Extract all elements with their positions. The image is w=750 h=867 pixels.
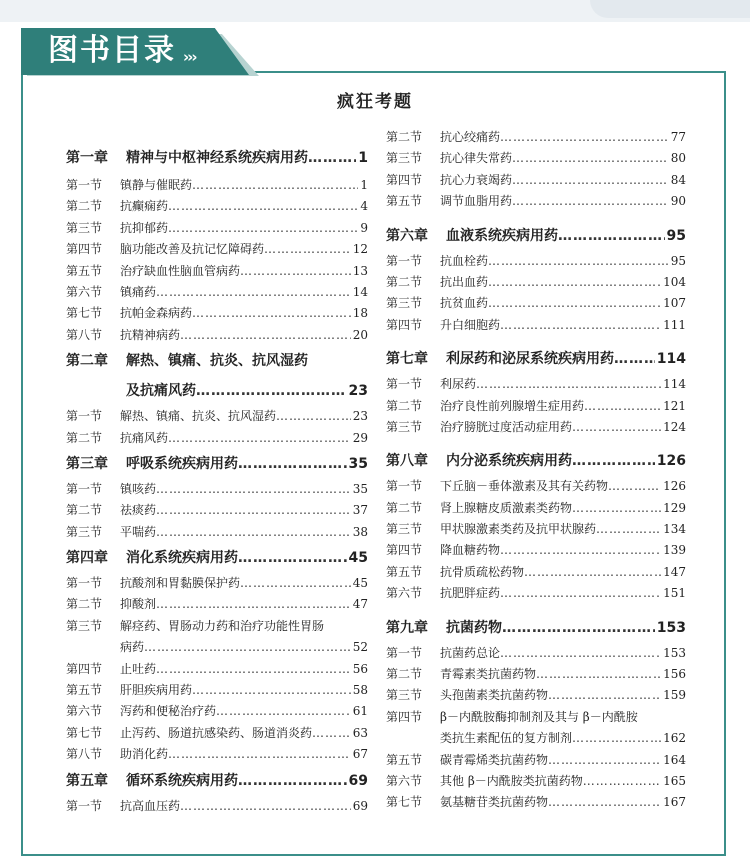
section-number: 第一节 — [66, 798, 103, 813]
section-number: 第五节 — [386, 564, 423, 579]
section-number: 第二节 — [386, 274, 423, 289]
toc-section-row[interactable] — [386, 707, 686, 728]
section-title: 解热、镇痛、抗炎、抗风湿药 — [120, 409, 277, 424]
section-number: 第三节 — [386, 296, 423, 311]
section-title: 抗肥胖症药 — [440, 586, 501, 601]
dot-leader — [156, 659, 351, 680]
dot-leader — [500, 643, 661, 664]
page-number: 23 — [348, 383, 368, 400]
section-number: 第六节 — [66, 704, 103, 719]
section-title: 头孢菌素类抗菌药物 — [440, 688, 549, 703]
toc-section-row[interactable] — [386, 127, 686, 148]
section-title: 抗精神病药 — [120, 327, 181, 342]
toc-chapter-row[interactable] — [386, 446, 686, 476]
section-number: 第四节 — [66, 242, 103, 257]
toc-section-row-continued[interactable] — [66, 637, 368, 658]
page-number: 23 — [352, 409, 368, 424]
page-number: 14 — [352, 284, 368, 299]
toc-section-row[interactable] — [66, 573, 368, 594]
section-title: 抗心绞痛药 — [440, 130, 501, 144]
section-number: 第七节 — [66, 306, 103, 321]
toc-left-column — [66, 141, 368, 817]
dot-leader — [572, 417, 661, 438]
section-number: 第三节 — [386, 419, 423, 434]
section-number: 第七节 — [386, 795, 423, 810]
toc-section-row[interactable] — [66, 796, 368, 817]
dot-leader — [156, 594, 351, 615]
page-number: 12 — [352, 242, 368, 257]
page-number: 45 — [348, 550, 368, 567]
dot-leader — [584, 396, 661, 417]
chapter-title: 解热、镇痛、抗炎、抗风湿药 — [126, 353, 308, 370]
section-title: 抗贫血药 — [440, 296, 489, 311]
dot-leader — [548, 750, 661, 771]
section-title: 治疗缺血性脑血管病药 — [120, 263, 241, 278]
dot-leader — [156, 479, 351, 500]
section-number: 第三节 — [386, 688, 423, 703]
dot-leader — [500, 127, 669, 148]
toc-section-row[interactable] — [386, 664, 686, 685]
section-title: 平喘药 — [120, 524, 157, 539]
section-title: 抗出血药 — [440, 274, 489, 289]
section-number: 第六节 — [386, 773, 423, 788]
toc-section-row[interactable] — [66, 196, 368, 217]
dot-leader — [312, 723, 351, 744]
page-number: 1 — [360, 178, 368, 192]
section-title: 泻药和便秘治疗药 — [120, 704, 217, 719]
toc-section-row[interactable] — [66, 325, 368, 346]
page-number: 153 — [656, 619, 686, 636]
dot-leader — [572, 446, 655, 476]
toc-chapter-row[interactable] — [66, 766, 368, 796]
toc-section-row[interactable] — [66, 282, 368, 303]
section-title: 镇咳药 — [120, 481, 157, 496]
section-title: 氨基糖苷类抗菌药物 — [440, 795, 549, 810]
page-number: 107 — [663, 296, 686, 311]
dot-leader — [240, 573, 351, 594]
page-number: 52 — [352, 640, 368, 655]
page-number: 111 — [663, 317, 686, 332]
section-title: 抗心力衰竭药 — [440, 172, 513, 187]
toc-section-row[interactable] — [66, 303, 368, 324]
section-title: 治疗良性前列腺增生症用药 — [440, 398, 585, 413]
section-title: 止泻药、肠道抗感染药、肠道消炎药 — [120, 725, 313, 740]
section-title: 镇静与催眠药 — [120, 178, 193, 192]
section-title: 其他 β－内酰胺类抗菌药物 — [440, 773, 583, 788]
section-number: 第三节 — [386, 522, 423, 537]
dot-leader — [512, 148, 669, 169]
section-number: 第四节 — [386, 709, 423, 724]
section-title: 碳青霉烯类抗菌药物 — [440, 752, 549, 767]
toc-chapter-row-continued[interactable] — [66, 376, 368, 406]
dot-leader — [264, 239, 351, 260]
section-number: 第四节 — [386, 317, 423, 332]
section-number: 第四节 — [66, 661, 103, 676]
toc-section-row[interactable] — [66, 594, 368, 615]
dot-leader — [156, 522, 351, 543]
section-title: 青霉素类抗菌药物 — [440, 667, 537, 682]
toc-section-row[interactable] — [66, 239, 368, 260]
section-number: 第二节 — [386, 667, 423, 682]
section-number: 第八节 — [66, 747, 103, 762]
dot-leader — [583, 771, 661, 792]
dot-leader — [500, 583, 661, 604]
page-number: 37 — [352, 503, 368, 518]
section-number: 第五节 — [66, 263, 103, 278]
toc-section-row[interactable] — [386, 540, 686, 561]
section-title: 抗高血压药 — [120, 798, 181, 813]
toc-section-row[interactable] — [66, 659, 368, 680]
toc-section-row[interactable] — [386, 685, 686, 706]
toc-section-row[interactable] — [66, 522, 368, 543]
section-title: 抑酸剂 — [120, 597, 157, 612]
section-title: 抗帕金森病药 — [120, 306, 193, 321]
dot-leader — [512, 170, 669, 191]
dot-leader — [500, 540, 661, 561]
toc-chapter-row[interactable] — [386, 221, 686, 251]
page-number: 162 — [663, 731, 686, 746]
toc-chapter-row[interactable] — [386, 344, 686, 374]
dot-leader — [144, 637, 351, 658]
top-decoration — [590, 0, 750, 18]
page-number: 20 — [352, 327, 368, 342]
section-title: 抗血栓药 — [440, 253, 489, 268]
chapter-title: 利尿药和泌尿系统疾病用药 — [446, 351, 614, 368]
chapter-number: 第三章 — [66, 455, 108, 472]
section-number: 第一节 — [386, 253, 423, 268]
section-number: 第二节 — [66, 199, 103, 214]
section-title: 抗痛风药 — [120, 430, 169, 445]
page-number: 84 — [670, 172, 686, 187]
toc-section-row[interactable] — [66, 723, 368, 744]
toc-right-column — [386, 127, 686, 814]
chapter-number: 第六章 — [386, 227, 428, 244]
section-number: 第二节 — [66, 503, 103, 518]
dot-leader — [308, 141, 356, 175]
toc-section-row[interactable] — [66, 616, 368, 637]
page-number: 121 — [663, 398, 686, 413]
dot-leader — [192, 680, 351, 701]
page-number: 35 — [348, 455, 368, 472]
page-number: 90 — [670, 194, 686, 209]
page-number: 151 — [663, 586, 686, 601]
section-title: 下丘脑－垂体激素及其有关药物 — [440, 479, 609, 494]
page-number: 1 — [358, 150, 368, 166]
section-number: 第二节 — [66, 430, 103, 445]
toc-section-row[interactable] — [66, 744, 368, 765]
chapter-title: 内分泌系统疾病用药 — [446, 453, 572, 470]
section-title: 抗酸剂和胃黏膜保护药 — [120, 576, 241, 591]
section-title: 利尿药 — [440, 377, 477, 392]
dot-leader — [548, 685, 661, 706]
page-number: 153 — [663, 645, 686, 660]
page-number: 167 — [663, 795, 686, 810]
toc-section-row[interactable] — [66, 218, 368, 239]
page-number: 147 — [663, 564, 686, 579]
section-title: 解痉药、胃肠动力药和治疗功能性胃肠 — [120, 618, 325, 633]
toc-chapter-row[interactable] — [66, 346, 368, 376]
dot-leader — [502, 613, 655, 643]
page-number: 4 — [360, 199, 368, 214]
chapter-title: 消化系统疾病用药 — [126, 550, 238, 567]
section-number: 第六节 — [386, 586, 423, 601]
toc-section-row[interactable] — [386, 251, 686, 272]
section-number: 第一节 — [66, 481, 103, 496]
section-number: 第五节 — [66, 683, 103, 698]
dot-leader — [488, 293, 661, 314]
dot-leader — [180, 796, 351, 817]
section-number: 第一节 — [66, 576, 103, 591]
section-title: 镇痛药 — [120, 284, 157, 299]
toc-chapter-row[interactable] — [66, 543, 368, 573]
section-number: 第二节 — [386, 398, 423, 413]
section-title: 治疗膀胱过度活动症用药 — [440, 419, 573, 434]
toc-section-row[interactable] — [66, 701, 368, 722]
dot-leader — [168, 744, 351, 765]
dot-leader — [196, 376, 347, 406]
toc-section-row[interactable] — [66, 500, 368, 521]
page-number: 134 — [663, 522, 686, 537]
toc-section-row[interactable] — [386, 792, 686, 813]
page-number: 156 — [663, 667, 686, 682]
toc-section-row[interactable] — [386, 643, 686, 664]
toc-section-row[interactable] — [66, 406, 368, 427]
toc-section-row[interactable] — [386, 519, 686, 540]
section-number: 第二节 — [66, 597, 103, 612]
section-title: 抗菌药总论 — [440, 645, 501, 660]
toc-section-row[interactable] — [386, 498, 686, 519]
dot-leader — [156, 282, 351, 303]
section-number: 第二节 — [386, 500, 423, 515]
dot-leader — [156, 500, 351, 521]
toc-section-row[interactable] — [386, 293, 686, 314]
toc-section-row[interactable] — [66, 680, 368, 701]
chapter-title-line2: 及抗痛风药 — [126, 383, 196, 400]
section-title: 降血糖药物 — [440, 543, 501, 558]
toc-chapter-row[interactable] — [66, 141, 368, 175]
dot-leader — [240, 261, 351, 282]
dot-leader — [548, 792, 661, 813]
toc-section-row[interactable] — [386, 272, 686, 293]
dot-leader — [524, 562, 661, 583]
toc-section-row[interactable] — [386, 562, 686, 583]
dot-leader — [216, 701, 351, 722]
section-title: 调节血脂用药 — [440, 194, 513, 209]
page-number: 45 — [352, 576, 368, 591]
chapter-number: 第九章 — [386, 619, 428, 636]
chapter-title: 呼吸系统疾病用药 — [126, 455, 238, 472]
dot-leader — [614, 344, 655, 374]
section-number: 第五节 — [386, 752, 423, 767]
section-number: 第七节 — [66, 725, 103, 740]
toc-section-row[interactable] — [66, 479, 368, 500]
dot-leader — [238, 543, 347, 573]
toc-section-row[interactable] — [386, 191, 686, 212]
section-title: 升白细胞药 — [440, 317, 501, 332]
section-title: 抗骨质疏松药物 — [440, 564, 525, 579]
banner-title: 图书目录 — [48, 33, 176, 68]
page-number: 67 — [352, 747, 368, 762]
section-number: 第八节 — [66, 327, 103, 342]
dot-leader — [500, 315, 661, 336]
section-title: 抗癫痫药 — [120, 199, 169, 214]
page-number: 35 — [352, 481, 368, 496]
chapter-number: 第一章 — [66, 150, 108, 166]
section-title: β－内酰胺酶抑制剂及其与 β－内酰胺 — [440, 709, 638, 724]
page-number: 114 — [663, 377, 686, 392]
section-number: 第三节 — [66, 220, 103, 235]
toc-section-row-continued[interactable] — [386, 728, 686, 749]
section-number: 第一节 — [386, 377, 423, 392]
page-number: 126 — [656, 453, 686, 470]
toc-section-row[interactable] — [386, 476, 686, 497]
dot-leader — [476, 374, 661, 395]
dot-leader — [276, 406, 351, 427]
chapter-title: 精神与中枢神经系统疾病用药 — [126, 150, 308, 166]
section-number: 第一节 — [66, 409, 103, 424]
dot-leader — [572, 498, 661, 519]
section-title: 肝胆疾病用药 — [120, 683, 193, 698]
toc-section-row[interactable] — [386, 315, 686, 336]
page-number: 77 — [670, 130, 686, 144]
section-title-line2: 类抗生素配伍的复方制剂 — [440, 731, 573, 746]
section-title: 脑功能改善及抗记忆障碍药 — [120, 242, 265, 257]
dot-leader — [572, 728, 661, 749]
page-number: 126 — [663, 479, 686, 494]
section-number: 第四节 — [386, 172, 423, 187]
section-title: 抗抑郁药 — [120, 220, 169, 235]
page-number: 114 — [656, 351, 686, 368]
page-number: 124 — [663, 419, 686, 434]
page-number: 38 — [352, 524, 368, 539]
top-background-strip — [0, 0, 750, 22]
toc-section-row[interactable] — [66, 175, 368, 196]
section-number: 第五节 — [386, 194, 423, 209]
page-number: 95 — [670, 253, 686, 268]
page-number: 69 — [348, 772, 368, 789]
page-number: 139 — [663, 543, 686, 558]
dot-leader — [238, 766, 347, 796]
toc-section-row[interactable] — [386, 170, 686, 191]
toc-section-row[interactable] — [66, 261, 368, 282]
section-number: 第一节 — [386, 645, 423, 660]
page-number: 69 — [352, 798, 368, 813]
book-title: 疯狂考题 — [337, 92, 413, 112]
toc-section-row[interactable] — [386, 750, 686, 771]
dot-leader — [596, 519, 661, 540]
section-title-line2: 病药 — [120, 640, 145, 655]
chapter-number: 第七章 — [386, 351, 428, 368]
toc-section-row[interactable] — [386, 396, 686, 417]
section-title: 止吐药 — [120, 661, 157, 676]
chapter-title: 血液系统疾病用药 — [446, 227, 558, 244]
section-title: 抗心律失常药 — [440, 151, 513, 166]
dot-leader — [168, 428, 351, 449]
dot-leader — [192, 175, 358, 196]
section-number: 第三节 — [66, 618, 103, 633]
section-number: 第一节 — [386, 479, 423, 494]
chapter-number: 第二章 — [66, 353, 108, 370]
page-number: 13 — [352, 263, 368, 278]
dot-leader — [180, 325, 351, 346]
dot-leader — [192, 303, 351, 324]
section-number: 第二节 — [386, 130, 423, 144]
chapter-number: 第四章 — [66, 550, 108, 567]
section-title: 肾上腺糖皮质激素类药物 — [440, 500, 573, 515]
toc-section-row[interactable] — [386, 417, 686, 438]
section-title: 祛痰药 — [120, 503, 157, 518]
page-number: 95 — [666, 227, 686, 244]
section-number: 第三节 — [386, 151, 423, 166]
banner-arrows-icon: ››› — [183, 48, 196, 66]
page-number: 159 — [663, 688, 686, 703]
page-number: 104 — [663, 274, 686, 289]
dot-leader — [168, 218, 358, 239]
dot-leader — [536, 664, 661, 685]
dot-leader — [168, 196, 358, 217]
page-number: 63 — [352, 725, 368, 740]
chapter-number: 第八章 — [386, 453, 428, 470]
toc-chapter-row[interactable] — [386, 613, 686, 643]
page-number: 56 — [352, 661, 368, 676]
toc-section-row[interactable] — [386, 583, 686, 604]
toc-section-row[interactable] — [66, 428, 368, 449]
page-number: 47 — [352, 597, 368, 612]
page-number: 165 — [663, 773, 686, 788]
section-number: 第六节 — [66, 284, 103, 299]
page-number: 18 — [352, 306, 368, 321]
page-number: 29 — [352, 430, 368, 445]
page-number: 164 — [663, 752, 686, 767]
chapter-number: 第五章 — [66, 772, 108, 789]
dot-leader — [512, 191, 669, 212]
dot-leader — [558, 221, 665, 251]
section-number: 第四节 — [386, 543, 423, 558]
dot-leader — [488, 272, 661, 293]
page-number: 9 — [360, 220, 368, 235]
dot-leader — [608, 476, 661, 497]
toc-section-row[interactable] — [386, 374, 686, 395]
toc-section-row[interactable] — [386, 771, 686, 792]
page-number: 58 — [352, 683, 368, 698]
dot-leader — [488, 251, 669, 272]
toc-chapter-row[interactable] — [66, 449, 368, 479]
page-number: 61 — [352, 704, 368, 719]
section-number: 第一节 — [66, 178, 103, 192]
chapter-title: 循环系统疾病用药 — [126, 772, 238, 789]
toc-section-row[interactable] — [386, 148, 686, 169]
page-number: 129 — [663, 500, 686, 515]
chapter-title: 抗菌药物 — [446, 619, 502, 636]
dot-leader — [238, 449, 347, 479]
page-number: 80 — [670, 151, 686, 166]
section-title: 甲状腺激素类药及抗甲状腺药 — [440, 522, 597, 537]
section-number: 第三节 — [66, 524, 103, 539]
section-title: 助消化药 — [120, 747, 169, 762]
